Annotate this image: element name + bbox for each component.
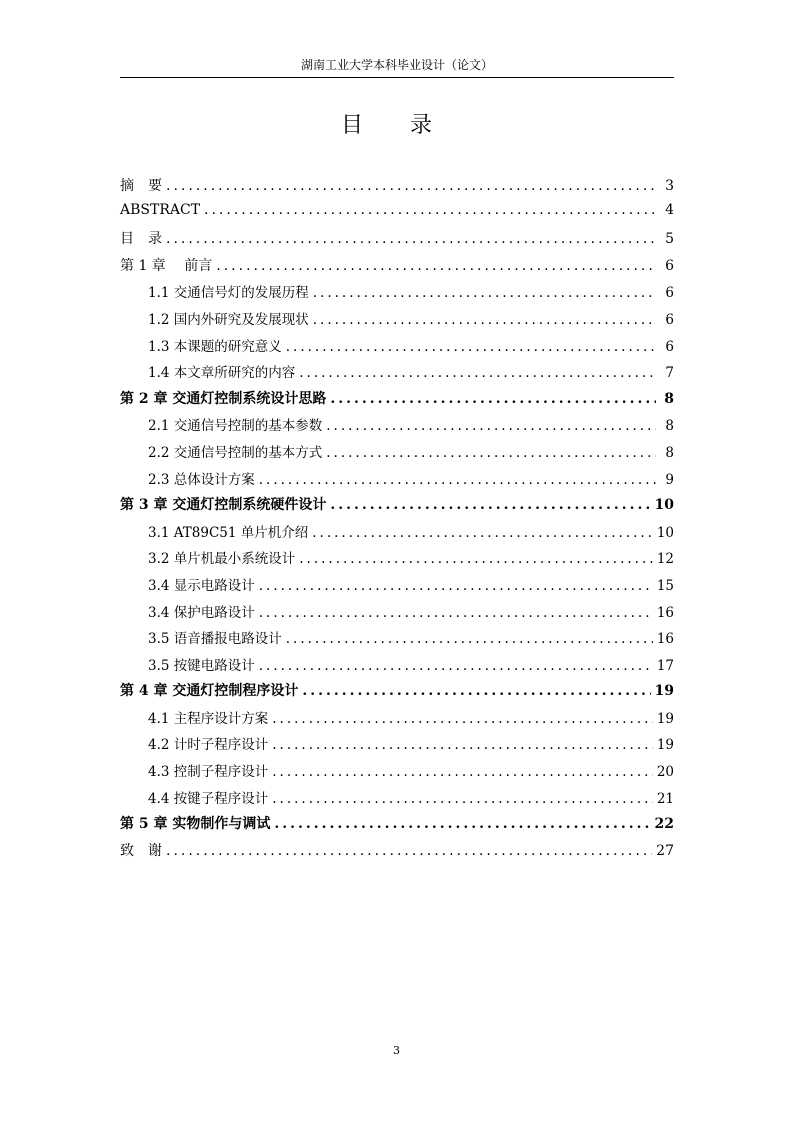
toc-leader-dots xyxy=(326,418,656,434)
toc-entry-page: 6 xyxy=(665,257,674,274)
toc-entry[interactable] xyxy=(120,813,674,840)
toc-entry-page: 19 xyxy=(656,710,674,727)
toc-entry[interactable] xyxy=(120,361,674,388)
page-number: 3 xyxy=(393,1044,400,1057)
toc-leader-dots xyxy=(166,843,652,859)
header-rule xyxy=(120,77,674,78)
toc-leader-dots xyxy=(259,605,653,621)
toc-entry[interactable] xyxy=(120,202,674,229)
toc-entry-label: 3.4 保护电路设计 xyxy=(148,604,255,621)
toc-entry-label: 2.2 交通信号控制的基本方式 xyxy=(148,444,323,461)
toc-leader-dots xyxy=(272,711,653,727)
toc-entry-label: 4.2 计时子程序设计 xyxy=(148,737,269,754)
toc-entry-label: 3.2 单片机最小系统设计 xyxy=(148,551,296,568)
toc-entry-page: 8 xyxy=(665,444,674,461)
toc-leader-dots xyxy=(286,631,653,647)
toc-entry-label: 4.4 按键子程序设计 xyxy=(148,790,269,807)
toc-entry-page: 7 xyxy=(665,365,674,382)
toc-entry-page: 10 xyxy=(656,524,674,541)
toc-entry-label: 3.4 显示电路设计 xyxy=(148,577,255,594)
toc-entry-page: 12 xyxy=(656,551,674,568)
toc-entry[interactable] xyxy=(120,521,674,548)
toc-entry-page: 6 xyxy=(665,285,674,302)
toc-entry[interactable] xyxy=(120,388,674,415)
toc-entry[interactable] xyxy=(120,787,674,814)
toc-entry-page: 20 xyxy=(656,764,674,781)
toc-entry[interactable] xyxy=(120,468,674,495)
toc-entry-page: 5 xyxy=(665,231,674,248)
toc-entry[interactable] xyxy=(120,175,674,202)
toc-entry-label: 1.3 本课题的研究意义 xyxy=(148,338,282,355)
toc-entry-page: 9 xyxy=(665,471,674,488)
toc-leader-dots xyxy=(259,472,656,488)
toc-entry-label: 2.1 交通信号控制的基本参数 xyxy=(148,418,323,435)
toc-entry-label: 第 5 章 实物制作与调试 xyxy=(120,816,271,833)
toc-leader-dots xyxy=(259,578,653,594)
toc-entry[interactable] xyxy=(120,840,674,867)
toc-entry-page: 19 xyxy=(656,737,674,754)
toc-entry-label: 致 谢 xyxy=(120,842,162,859)
toc-entry-page: 8 xyxy=(664,390,674,407)
toc-entry-page: 19 xyxy=(654,683,674,700)
toc-leader-dots xyxy=(302,683,650,699)
toc-leader-dots xyxy=(166,231,656,247)
toc-leader-dots xyxy=(216,258,656,274)
toc-entry[interactable] xyxy=(120,601,674,628)
toc-leader-dots xyxy=(330,497,650,513)
toc-entry[interactable] xyxy=(120,654,674,681)
toc-entry-page: 16 xyxy=(656,631,674,648)
toc-entry[interactable] xyxy=(120,335,674,362)
toc-leader-dots xyxy=(204,202,656,218)
toc-entry[interactable] xyxy=(120,547,674,574)
toc-entry[interactable] xyxy=(120,733,674,760)
toc-entry[interactable] xyxy=(120,228,674,255)
toc-entry-label: 第 3 章 交通灯控制系统硬件设计 xyxy=(120,497,327,514)
toc-leader-dots xyxy=(299,551,653,567)
toc-entry[interactable] xyxy=(120,574,674,601)
toc-entry[interactable] xyxy=(120,281,674,308)
toc-entry[interactable] xyxy=(120,308,674,335)
toc-leader-dots xyxy=(259,658,653,674)
toc-entry-label: 3.5 语音播报电路设计 xyxy=(148,631,282,648)
toc-entry[interactable] xyxy=(120,680,674,707)
toc-leader-dots xyxy=(272,791,653,807)
toc-entry-label: 1.2 国内外研究及发展现状 xyxy=(148,311,309,328)
toc-entry-label: 3.5 按键电路设计 xyxy=(148,657,255,674)
toc-leader-dots xyxy=(166,178,656,194)
table-of-contents xyxy=(120,175,674,866)
toc-entry-label: 目 录 xyxy=(120,231,162,248)
toc-entry-page: 21 xyxy=(656,790,674,807)
toc-leader-dots xyxy=(286,339,656,355)
toc-entry-page: 27 xyxy=(656,842,674,859)
toc-leader-dots xyxy=(312,525,653,541)
toc-entry-label: ABSTRACT xyxy=(120,201,201,218)
toc-entry-label: 3.1 AT89C51 单片机介绍 xyxy=(148,524,309,541)
toc-leader-dots xyxy=(326,445,656,461)
toc-leader-dots xyxy=(274,816,650,832)
toc-entry-label: 2.3 总体设计方案 xyxy=(148,471,255,488)
toc-entry-page: 8 xyxy=(665,418,674,435)
toc-entry-label: 4.3 控制子程序设计 xyxy=(148,764,269,781)
toc-entry[interactable] xyxy=(120,255,674,282)
toc-entry-label: 1.4 本文章所研究的内容 xyxy=(148,365,296,382)
toc-entry-page: 6 xyxy=(665,338,674,355)
toc-entry[interactable] xyxy=(120,414,674,441)
toc-entry-label: 第 1 章 前言 xyxy=(120,257,213,274)
toc-entry-label: 1.1 交通信号灯的发展历程 xyxy=(148,285,309,302)
toc-entry[interactable] xyxy=(120,494,674,521)
toc-entry-page: 17 xyxy=(656,657,674,674)
running-header: 湖南工业大学本科毕业设计（论文） xyxy=(300,58,493,72)
toc-leader-dots xyxy=(272,764,653,780)
toc-entry-label: 摘 要 xyxy=(120,178,162,194)
toc-leader-dots xyxy=(330,391,656,407)
toc-leader-dots xyxy=(313,285,656,301)
toc-leader-dots xyxy=(272,737,653,753)
toc-entry-page: 3 xyxy=(665,178,674,194)
toc-entry-page: 16 xyxy=(656,604,674,621)
toc-entry-label: 第 4 章 交通灯控制程序设计 xyxy=(120,683,299,700)
toc-entry[interactable] xyxy=(120,627,674,654)
toc-entry[interactable] xyxy=(120,760,674,787)
toc-entry-page: 15 xyxy=(656,577,674,594)
toc-entry-page: 22 xyxy=(654,816,674,833)
toc-entry-page: 10 xyxy=(654,497,674,514)
toc-entry-label: 第 2 章 交通灯控制系统设计思路 xyxy=(120,390,327,407)
toc-entry-page: 6 xyxy=(665,311,674,328)
toc-leader-dots xyxy=(313,312,656,328)
toc-entry[interactable] xyxy=(120,707,674,734)
toc-entry-label: 4.1 主程序设计方案 xyxy=(148,710,269,727)
toc-entry[interactable] xyxy=(120,441,674,468)
toc-leader-dots xyxy=(299,365,656,381)
toc-entry-page: 4 xyxy=(665,201,674,218)
page-title: 目 录 xyxy=(341,113,452,138)
